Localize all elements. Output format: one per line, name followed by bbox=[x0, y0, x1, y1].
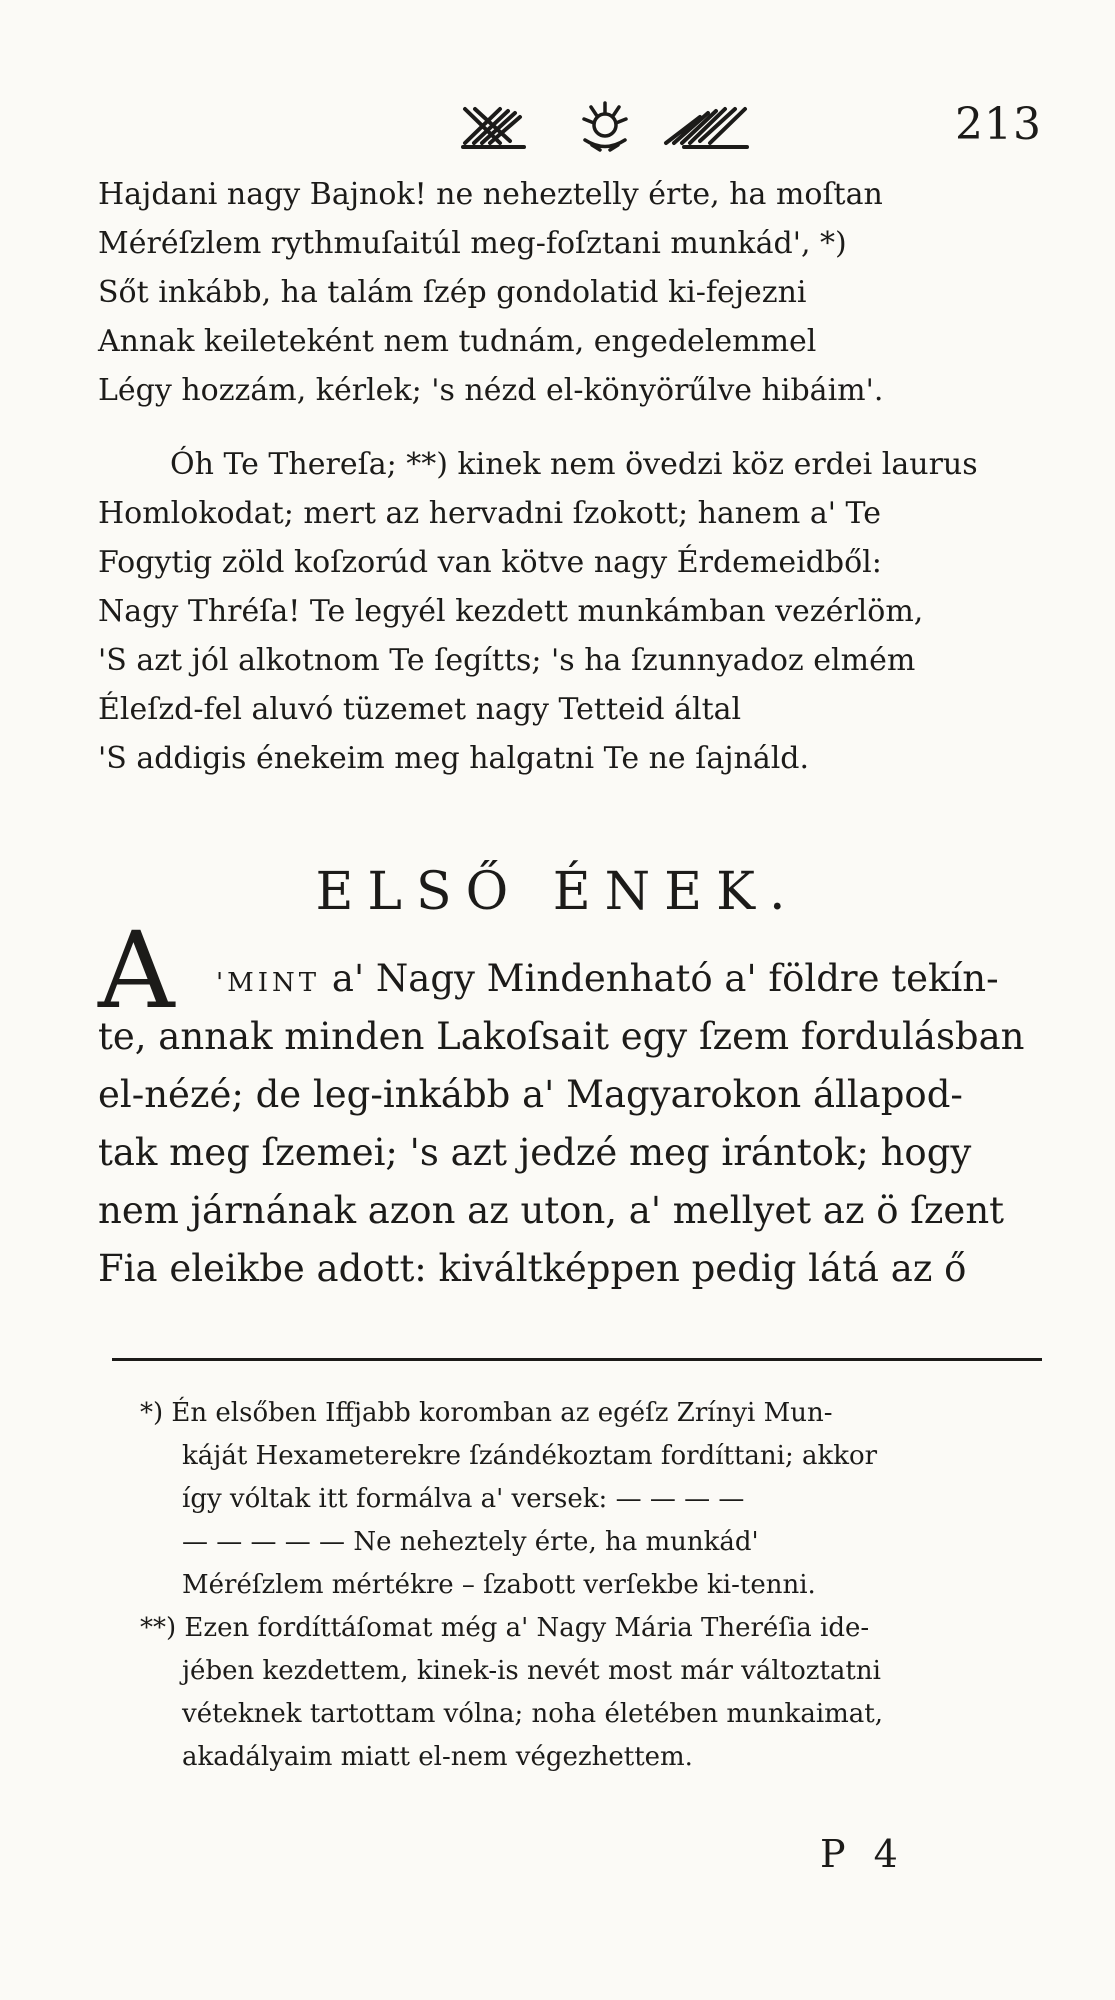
signature-mark: P 4 bbox=[820, 1832, 906, 1876]
page-number: 213 bbox=[955, 99, 1042, 150]
verse-line: 'S azt jól alkotnom Te ſegítts; 's ha ſzunnyadoz elmém bbox=[98, 643, 916, 678]
verse-line: Éleſzd-fel aluvó tüzemet nagy Tetteid által bbox=[98, 692, 742, 727]
section-title: ELSŐ ÉNEK. bbox=[315, 862, 800, 922]
drop-cap: A bbox=[98, 909, 175, 1032]
prose-smallcaps-word: 'MINT bbox=[216, 968, 321, 998]
prose-line bbox=[98, 950, 1058, 1008]
verse-stanza-2 bbox=[98, 440, 1058, 783]
verse-line: Nagy Thréſa! Te legyél kezdett munkámban vezérlöm, bbox=[98, 594, 924, 629]
verse-line: Méréſzlem rythmuſaitúl meg-foſztani munkád', *) bbox=[98, 226, 847, 261]
wreath-ornament-icon bbox=[666, 109, 747, 147]
prose-line: nem járnának azon az uton, a' mellyet az ö ſzent bbox=[98, 1189, 1005, 1232]
prose-line-rest: a' Nagy Mindenható a' földre tekín- bbox=[320, 957, 999, 1000]
prose-line: el-nézé; de leg-inkább a' Magyarokon állapod- bbox=[98, 1073, 963, 1116]
header-ornament bbox=[460, 95, 750, 155]
footnote-line: akadályaim miatt el-nem végezhettem. bbox=[182, 1742, 693, 1772]
prose-line: tak meg ſzemei; 's azt jedzé meg irántok; hogy bbox=[98, 1131, 972, 1174]
footnote-line: jében kezdettem, kinek-is nevét most már változtatni bbox=[182, 1656, 881, 1686]
prose-paragraph bbox=[98, 950, 1058, 1298]
verse-line: 'S addigis énekeim meg halgatni Te ne ſajnáld. bbox=[98, 741, 810, 776]
verse-line: Sőt inkább, ha talám ſzép gondolatid ki-fejezni bbox=[98, 275, 807, 310]
footnote-line: káját Hexameterekre ſzándékoztam fordíttani; akkor bbox=[182, 1441, 878, 1471]
verse-line: Fogytig zöld koſzorúd van kötve nagy Érdemeidből: bbox=[98, 545, 882, 580]
verse-line: Hajdani nagy Bajnok! ne neheztelly érte, ha moſtan bbox=[98, 177, 883, 212]
footnote-line: **) Ezen fordíttáſomat még a' Nagy Mária Theréſia ide- bbox=[140, 1613, 870, 1643]
verse-stanza-1 bbox=[98, 170, 1058, 415]
footnotes bbox=[140, 1392, 1060, 1779]
crown-ornament-icon bbox=[584, 103, 626, 150]
verse-line: Annak keileteként nem tudnám, engedelemmel bbox=[98, 324, 817, 359]
footnote-line: így vóltak itt formálva a' versek: — — — — bbox=[182, 1484, 745, 1514]
prose-line: te, annak minden Lakoſsait egy ſzem fordulásban bbox=[98, 1015, 1025, 1058]
footnote-line: — — — — — Ne neheztely érte, ha munkád' bbox=[182, 1527, 759, 1557]
page-header bbox=[0, 95, 1115, 155]
footnote-line: Méréſzlem mértékre – ſzabott verſekbe ki-tenni. bbox=[182, 1570, 816, 1600]
footnote-line: véteknek tartottam vólna; noha életében munkaimat, bbox=[182, 1699, 883, 1729]
verse-line: Légy hozzám, kérlek; 's nézd el-könyörűlve hibáim'. bbox=[98, 373, 884, 408]
prose-line: Fia eleikbe adott: kiváltképpen pedig látá az ő bbox=[98, 1247, 967, 1290]
verse-line: Homlokodat; mert az hervadni ſzokott; hanem a' Te bbox=[98, 496, 881, 531]
wreath-ornament-icon bbox=[463, 109, 524, 147]
footnote-line: *) Én elsőben Iffjabb koromban az egéſz Zrínyi Mun- bbox=[140, 1398, 833, 1428]
verse-line: Óh Te Thereſa; **) kinek nem övedzi köz erdei laurus bbox=[170, 447, 978, 482]
footnote-divider bbox=[112, 1358, 1042, 1361]
